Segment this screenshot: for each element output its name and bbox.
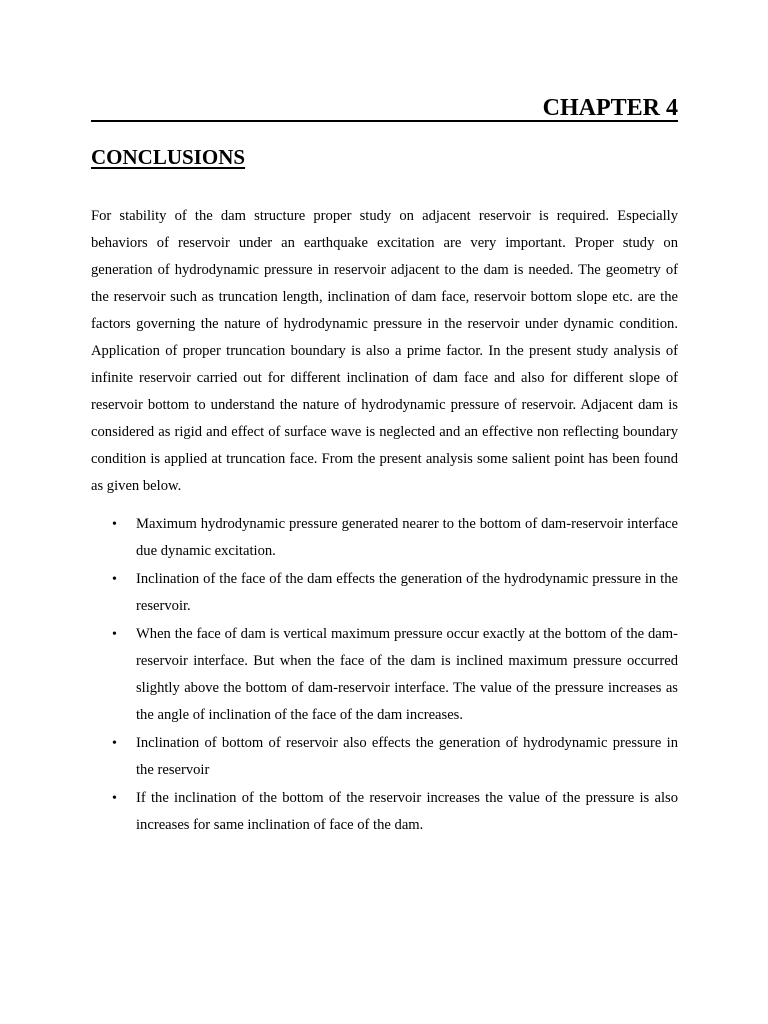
bullet-icon: •	[112, 736, 117, 751]
bullet-icon: •	[112, 791, 117, 806]
bullet-item	[91, 511, 678, 565]
bullet-item	[91, 785, 678, 839]
bullet-icon: •	[112, 572, 117, 587]
bullet-text: Inclination of bottom of reservoir also effects the generation of hydrodynamic pressure in the reservoir	[136, 735, 678, 778]
conclusion-bullet-list	[91, 511, 678, 840]
bullet-item	[91, 621, 678, 729]
conclusion-paragraph: For stability of the dam structure proper study on adjacent reservoir is required. Especially behaviors of reservoir under an earthquake excitation are very important. Proper study on generation of hydrodynamic pressure in reservoir adjacent to the dam is needed. The geometry of the reservoir such as truncation length, inclination of dam face, reservoir bottom slope etc. are the factors governing the nature of hydrodynamic pressure in the reservoir under dynamic condition. Application of proper truncation boundary is also a prime factor. In the present study analysis of infinite reservoir carried out for different inclination of dam face and also for different slope of reservoir bottom to understand the nature of hydrodynamic pressure of reservoir. Adjacent dam is considered as rigid and effect of surface wave is neglected and an effective non reflecting boundary condition is applied at truncation face. From the present analysis some salient point has been found as given below.	[91, 208, 678, 494]
chapter-title: CHAPTER 4	[542, 95, 678, 121]
bullet-item	[91, 566, 678, 620]
bullet-icon: •	[112, 517, 117, 532]
bullet-text: Inclination of the face of the dam effects the generation of the hydrodynamic pressure in the reservoir.	[136, 571, 678, 614]
bullet-item	[91, 730, 678, 784]
section-title: CONCLUSIONS	[91, 145, 246, 169]
bullet-text: Maximum hydrodynamic pressure generated nearer to the bottom of dam-reservoir interface due dynamic excitation.	[136, 516, 678, 559]
chapter-heading-rule	[91, 94, 678, 122]
bullet-icon: •	[112, 627, 117, 642]
bullet-text: If the inclination of the bottom of the reservoir increases the value of the pressure is also increases for same inclination of face of the dam.	[136, 790, 678, 833]
bullet-text: When the face of dam is vertical maximum pressure occur exactly at the bottom of the dam-reservoir interface. But when the face of the dam is inclined maximum pressure occurred slightly above the bottom of dam-reservoir interface. The value of the pressure increases as the angle of inclination of the face of the dam increases.	[136, 626, 678, 723]
